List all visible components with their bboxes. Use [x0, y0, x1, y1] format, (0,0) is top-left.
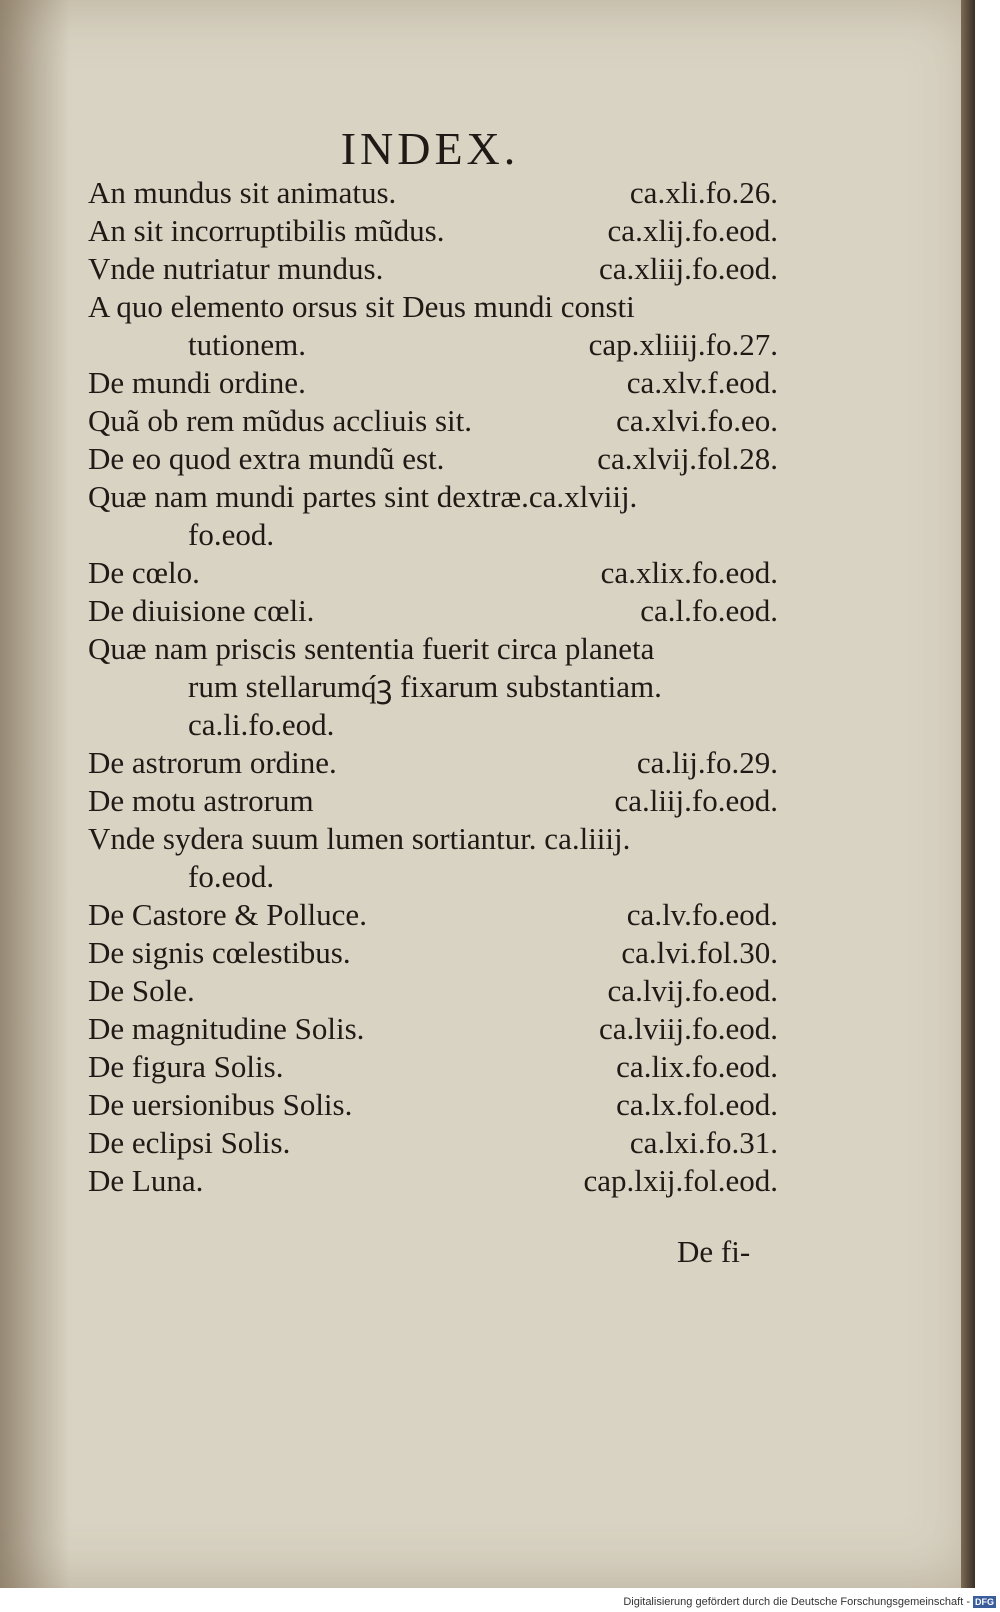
entry-reference: ca.xli.fo.26.: [629, 175, 778, 210]
entry-reference: ca.lx.fol.eod.: [616, 1087, 778, 1122]
entry-title: De signis cœlestibus.: [88, 935, 351, 970]
index-entry: [88, 402, 778, 440]
entry-title: Quæ nam mundi partes sint dextræ.ca.xlviij.: [88, 479, 638, 514]
entry-title: Quã ob rem mũdus accliuis sit.: [88, 403, 472, 438]
index-entry: [88, 212, 778, 250]
entry-reference: ca.xliij.fo.eod.: [598, 251, 778, 286]
index-entry: [88, 744, 778, 782]
entry-reference: ca.lix.fo.eod.: [616, 1049, 778, 1084]
entry-reference: ca.lvij.fo.eod.: [607, 973, 778, 1008]
entry-reference: ca.xlvij.fol.28.: [597, 441, 778, 476]
entry-reference: ca.xlij.fo.eod.: [607, 213, 778, 248]
index-entry: [88, 554, 778, 592]
entry-title: Vnde nutriatur mundus.: [88, 251, 384, 286]
index-entry: [88, 440, 778, 478]
entry-reference: ca.liij.fo.eod.: [614, 783, 778, 818]
entry-title: De mundi ordine.: [88, 365, 306, 400]
entry-title: De cœlo.: [88, 555, 200, 590]
digitization-credit: [623, 1596, 996, 1608]
index-entry: [88, 858, 778, 896]
index-entry: [88, 1124, 778, 1162]
entry-reference: ca.xlv.f.eod.: [626, 365, 778, 400]
entry-title: rum stellarumq́ꝫ fixarum substantiam.: [188, 669, 662, 704]
entry-reference: cap.xliiij.fo.27.: [588, 327, 778, 362]
index-entry: [88, 250, 778, 288]
entry-title: fo.eod.: [188, 517, 275, 552]
index-entry: [88, 1086, 778, 1124]
credit-text: Digitalisierung gefördert durch die Deutsche Forschungsgemeinschaft -: [623, 1595, 970, 1608]
index-entry: [88, 174, 778, 212]
entry-title: De Sole.: [88, 973, 195, 1008]
entry-reference: ca.l.fo.eod.: [640, 593, 778, 628]
index-entry: [88, 592, 778, 630]
index-entry: [88, 934, 778, 972]
index-entry: [88, 1162, 778, 1200]
page-heading: INDEX.: [340, 123, 520, 174]
entry-reference: ca.lv.fo.eod.: [626, 897, 778, 932]
index-entry: [88, 972, 778, 1010]
index-entry: [88, 1048, 778, 1086]
index-entry: [88, 706, 778, 744]
index-entries: [88, 174, 778, 1200]
index-entry: [88, 478, 778, 516]
entry-title: An mundus sit animatus.: [88, 175, 397, 210]
entry-reference: ca.lij.fo.29.: [636, 745, 778, 780]
entry-title: ca.li.fo.eod.: [188, 707, 335, 742]
catchword: De fi-: [677, 1234, 751, 1269]
entry-title: De Castore & Polluce.: [88, 897, 367, 932]
index-entry: [88, 516, 778, 554]
index-entry: [88, 630, 778, 668]
index-entry: [88, 820, 778, 858]
entry-title: An sit incorruptibilis mũdus.: [88, 213, 445, 248]
index-entry: [88, 288, 778, 326]
entry-title: De magnitudine Solis.: [88, 1011, 365, 1046]
entry-title: fo.eod.: [188, 859, 275, 894]
entry-title: De diuisione cœli.: [88, 593, 315, 628]
entry-title: A quo elemento orsus sit Deus mundi consti: [88, 289, 635, 324]
index-entry: [88, 782, 778, 820]
entry-title: De eo quod extra mundũ est.: [88, 441, 445, 476]
entry-title: De astrorum ordine.: [88, 745, 337, 780]
entry-title: De figura Solis.: [88, 1049, 284, 1084]
index-entry: [88, 364, 778, 402]
entry-title: tutionem.: [188, 327, 306, 362]
entry-reference: ca.xlvi.fo.eo.: [616, 403, 778, 438]
entry-reference: ca.lvi.fol.30.: [621, 935, 778, 970]
entry-title: Quæ nam priscis sententia fuerit circa planeta: [88, 631, 655, 666]
entry-title: De uersionibus Solis.: [88, 1087, 353, 1122]
entry-title: De motu astrorum: [88, 783, 314, 818]
index-entry: [88, 896, 778, 934]
dfg-logo: DFG: [975, 1597, 994, 1607]
entry-title: De eclipsi Solis.: [88, 1125, 291, 1160]
entry-reference: ca.lviij.fo.eod.: [598, 1011, 778, 1046]
entry-reference: ca.lxi.fo.31.: [629, 1125, 778, 1160]
index-entry: [88, 1010, 778, 1048]
index-entry: [88, 326, 778, 364]
index-entry: [88, 668, 778, 706]
entry-reference: cap.lxij.fol.eod.: [583, 1163, 778, 1198]
entry-reference: ca.xlix.fo.eod.: [600, 555, 778, 590]
entry-title: Vnde sydera suum lumen sortiantur. ca.liiij.: [88, 821, 631, 856]
entry-title: De Luna.: [88, 1163, 204, 1198]
